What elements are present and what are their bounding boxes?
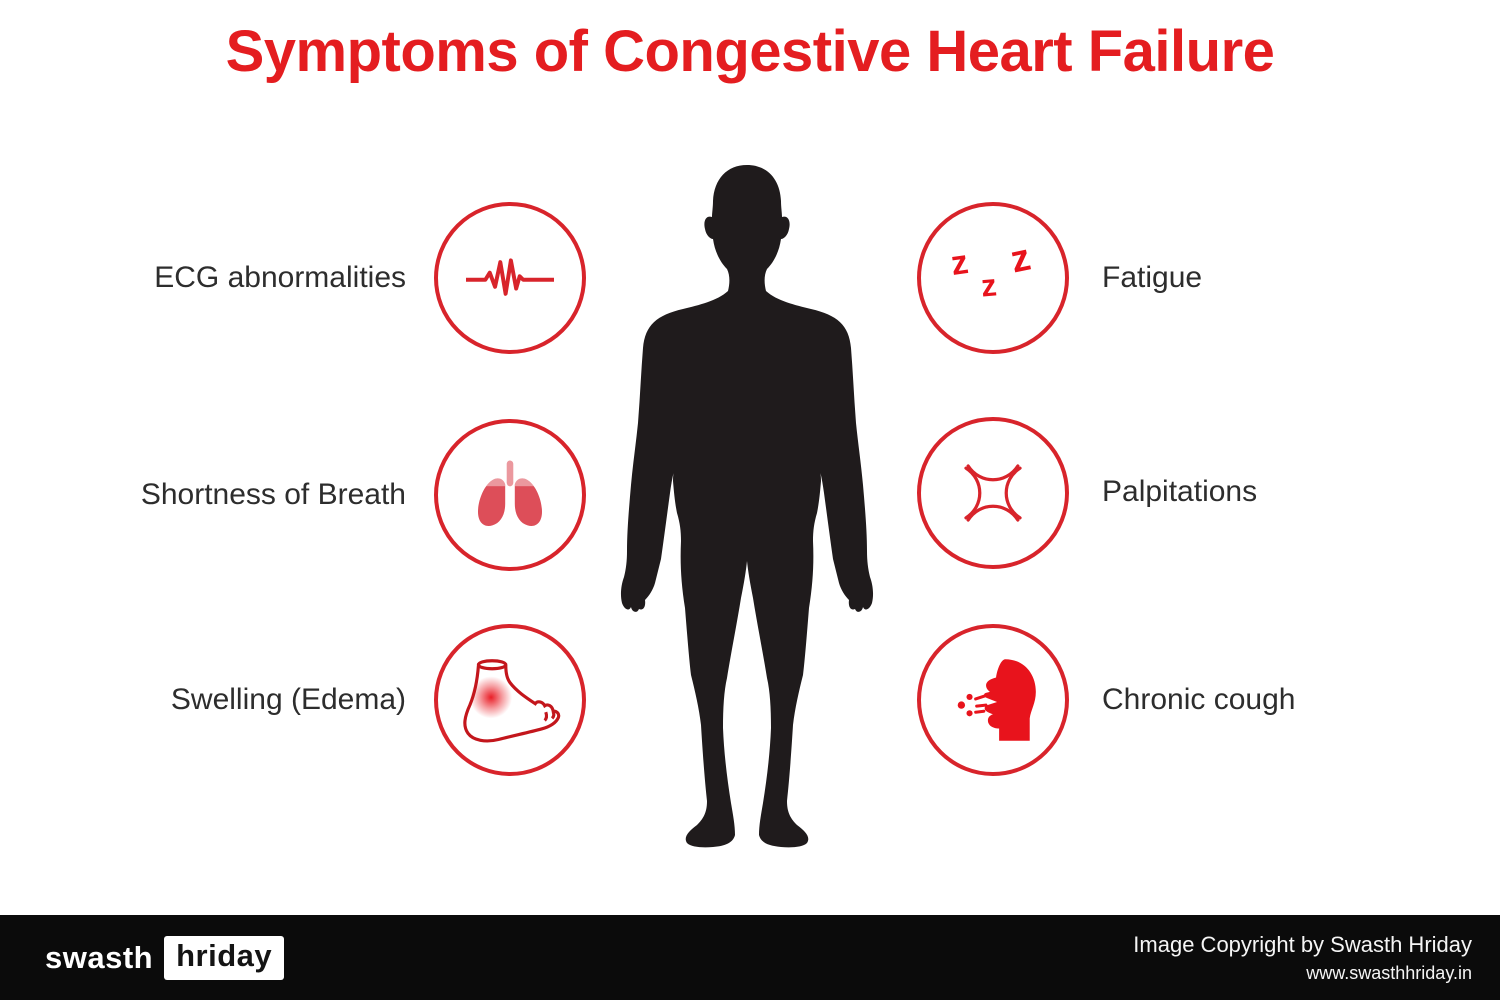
zzz-sleep-icon: z	[979, 267, 998, 304]
human-body-silhouette	[615, 163, 879, 863]
label-swelling-edema: Swelling (Edema)	[170, 683, 406, 716]
copyright-line: Image Copyright by Swasth Hriday	[1133, 931, 1472, 957]
ecg-circle	[434, 202, 586, 354]
swollen-foot-icon	[452, 650, 568, 750]
fatigue-circle	[917, 202, 1069, 354]
logo-text-hriday: hriday	[164, 936, 284, 980]
logo-text-swasth: swasth	[45, 939, 154, 975]
lungs-circle	[434, 419, 586, 571]
zzz-sleep-icon: z	[948, 243, 971, 283]
footer-bar	[0, 915, 1500, 1000]
swollen-foot-circle	[434, 624, 586, 776]
label-shortness-of-breath: Shortness of Breath	[140, 478, 406, 511]
lungs-icon	[470, 459, 550, 531]
palpitations-circle	[917, 417, 1069, 569]
copyright-block	[1133, 932, 1472, 984]
zzz-sleep-icon: z	[1006, 236, 1035, 282]
page-title: Symptoms of Congestive Heart Failure	[225, 19, 1275, 84]
label-fatigue: Fatigue	[1102, 261, 1203, 294]
brand-logo	[45, 936, 284, 980]
website-url: www.swasthhriday.in	[1306, 962, 1472, 983]
vibration-icon	[939, 439, 1047, 547]
label-ecg-abnormalities: ECG abnormalities	[154, 261, 406, 294]
chronic-cough-circle	[917, 624, 1069, 776]
label-chronic-cough: Chronic cough	[1102, 683, 1296, 716]
ecg-waveform-icon	[466, 255, 554, 301]
coughing-person-icon	[942, 649, 1044, 751]
label-palpitations: Palpitations	[1102, 475, 1258, 508]
